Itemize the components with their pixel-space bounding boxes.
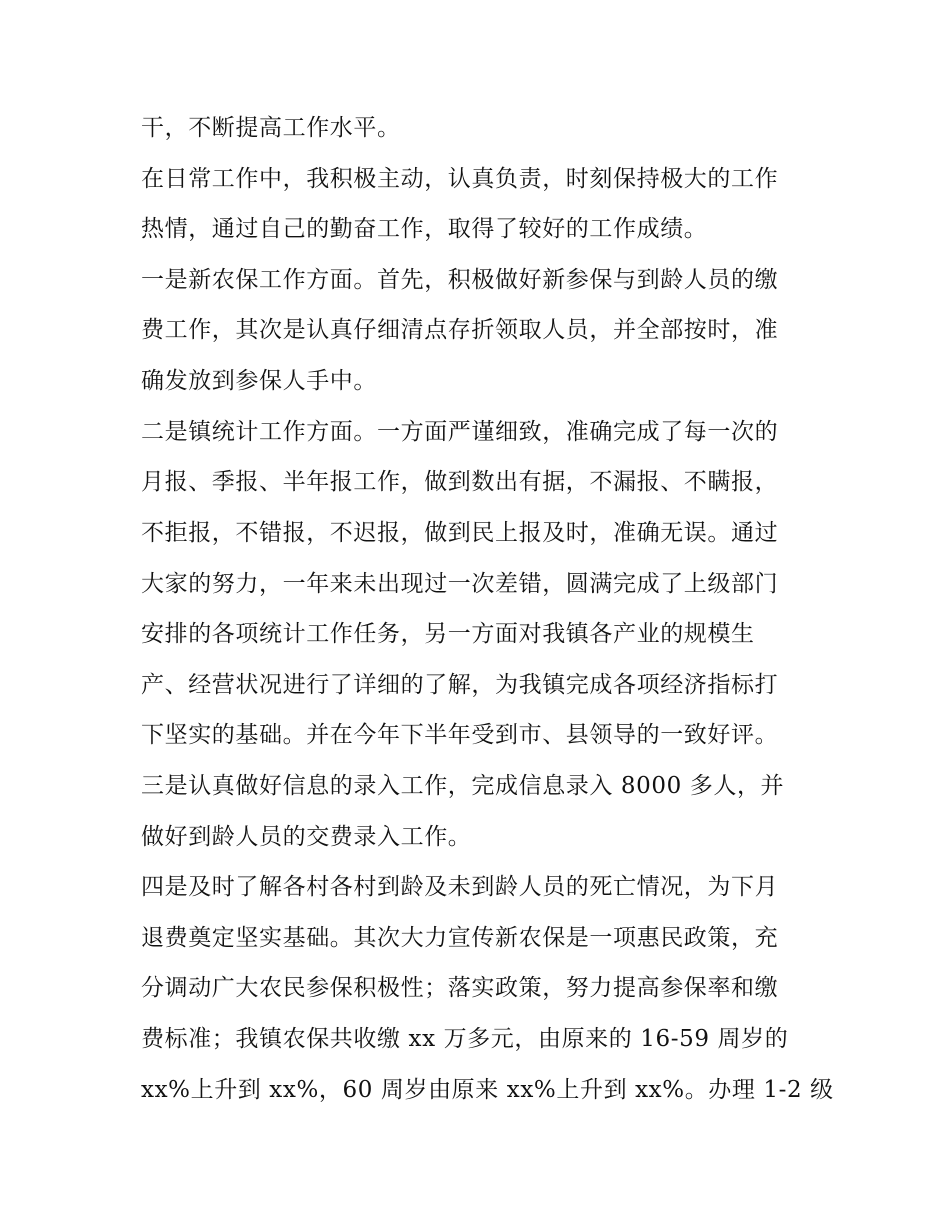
text-line: 二是镇统计工作方面。一方面严谨细致，准确完成了每一次的 bbox=[141, 419, 779, 445]
text-line: 下坚实的基础。并在今年下半年受到市、县领导的一致好评。 bbox=[141, 722, 779, 748]
text-line: 大家的努力，一年来未出现过一次差错，圆满完成了上级部门 bbox=[141, 571, 779, 597]
text-line: 费工作，其次是认真仔细清点存折领取人员，并全部按时，准 bbox=[141, 317, 779, 343]
text-line: 三是认真做好信息的录入工作，完成信息录入 8000 多人，并 bbox=[141, 773, 785, 799]
text-line: 产、经营状况进行了详细的了解，为我镇完成各项经济指标打 bbox=[141, 672, 779, 698]
text-line: 干，不断提高工作水平。 bbox=[141, 115, 401, 141]
text-line: 不拒报，不错报，不迟报，做到民上报及时，准确无误。通过 bbox=[141, 520, 779, 546]
text-line: 安排的各项统计工作任务，另一方面对我镇各产业的规模生 bbox=[141, 621, 755, 647]
text-line: 月报、季报、半年报工作，做到数出有据，不漏报、不瞒报， bbox=[141, 469, 779, 495]
text-line: 费标准；我镇农保共收缴 xx 万多元，由原来的 16-59 周岁的 bbox=[141, 1026, 789, 1052]
text-line: 四是及时了解各村各村到龄及未到龄人员的死亡情况，为下月 bbox=[141, 874, 779, 900]
text-line: xx%上升到 xx%，60 周岁由原来 xx%上升到 xx%。办理 1-2 级 bbox=[141, 1077, 834, 1103]
text-line: 分调动广大农民参保积极性；落实政策，努力提高参保率和缴 bbox=[141, 975, 779, 1001]
text-line: 在日常工作中，我积极主动，认真负责，时刻保持极大的工作 bbox=[141, 166, 779, 192]
text-line: 热情，通过自己的勤奋工作，取得了较好的工作成绩。 bbox=[141, 216, 708, 242]
text-line: 退费奠定坚实基础。其次大力宣传新农保是一项惠民政策，充 bbox=[141, 925, 779, 951]
text-line: 一是新农保工作方面。首先，积极做好新参保与到龄人员的缴 bbox=[141, 267, 779, 293]
text-line: 做好到龄人员的交费录入工作。 bbox=[141, 824, 472, 850]
text-line: 确发放到参保人手中。 bbox=[141, 368, 377, 394]
